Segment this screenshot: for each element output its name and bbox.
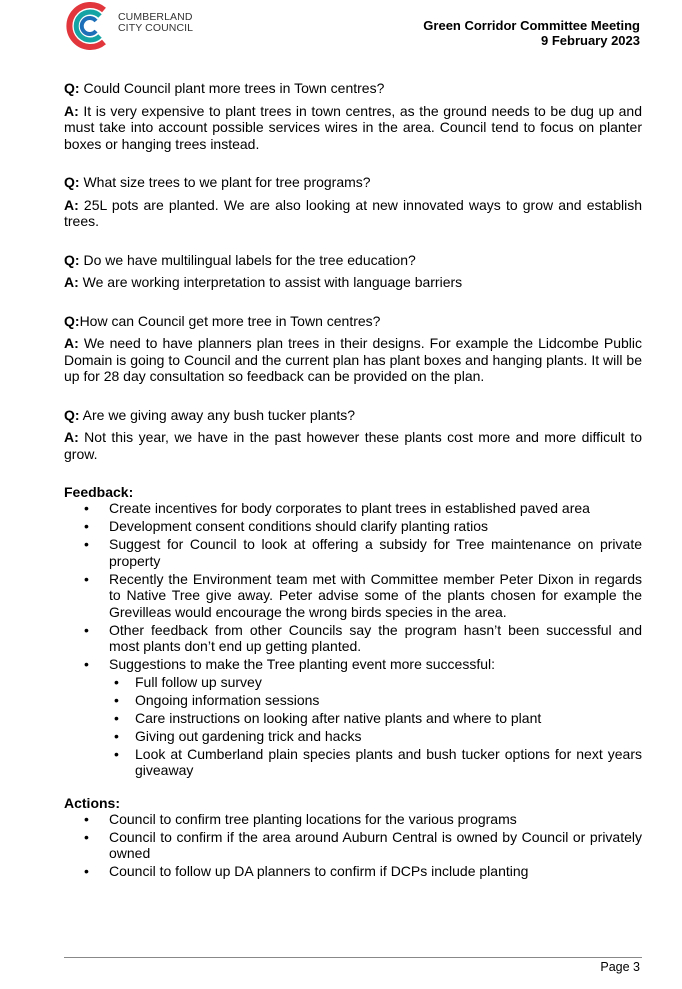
page-number: Page 3 [600,960,640,974]
question [64,407,642,424]
feedback-section [64,484,642,779]
answer-text: 25L pots are planted. We are also looking at new innovated ways to grow and establish trees. [64,196,642,229]
answer-text: Not this year, we have in the past however these plants cost more and more difficult to grow. [64,429,642,462]
page-header [0,0,682,60]
meeting-info [423,18,640,48]
actions-list [64,811,642,880]
actions-heading: Actions: [64,794,120,811]
a-label: A: [64,102,79,119]
question-text: What size trees to we plant for tree programs? [79,174,371,190]
sub-list-item-text: Giving out gardening trick and hacks [135,727,362,744]
council-logo [64,0,204,52]
qa-block [64,407,642,463]
question [64,313,642,330]
footer-divider [64,957,642,958]
question [64,80,642,97]
sub-list-item [109,746,642,779]
answer [64,197,642,230]
sub-list-item-text: Ongoing information sessions [135,691,320,708]
sub-list-item [109,674,642,691]
list-item-text: Council to follow up DA planners to confirm if DCPs include planting [109,863,529,879]
sub-list-item [109,692,642,709]
logo-line-2: CITY COUNCIL [118,22,194,34]
suggestions-sublist [109,674,642,779]
feedback-heading: Feedback: [64,484,134,500]
qa-block [64,252,642,291]
q-label: Q: [64,80,80,96]
meeting-title: Green Corridor Committee Meeting [423,18,640,33]
document-body [64,80,642,881]
sub-list-item-text: Look at Cumberland plain species plants and bush tucker options for next years giveaway [135,745,642,778]
list-item [64,811,642,828]
qa-block [64,174,642,230]
answer [64,429,642,462]
q-label: Q: [64,312,80,329]
list-item-text: Development consent conditions should clarify planting ratios [109,518,488,534]
logo-line-1: CUMBERLAND [118,11,193,23]
answer-text: We need to have planners plan trees in their designs. For example the Lidcombe Public Domain is going to Council and the current plan has plant boxes and hanging plants. It will be up for 28 day consultation so feedback can be provided on the plan. [64,335,642,384]
logo-wordmark [118,12,193,34]
a-label: A: [64,274,79,290]
q-label: Q: [64,251,80,268]
a-label: A: [64,429,79,445]
sub-list-item [109,728,642,745]
list-item [64,571,642,621]
q-label: Q: [64,406,80,423]
a-label: A: [64,335,79,351]
list-item-text: Other feedback from other Councils say the program hasn’t been successful and most plants don’t end up getting planted. [109,621,642,654]
list-item-text: Council to confirm if the area around Auburn Central is owned by Council or privately owned [109,828,642,861]
list-item [64,518,642,535]
list-item [64,622,642,655]
list-item [64,500,642,517]
sub-list-item-text: Full follow up survey [135,673,262,690]
actions-section [64,795,642,880]
question [64,252,642,269]
list-item-text: Council to confirm tree planting locations for the various programs [109,810,517,827]
question-text: How can Council get more tree in Town centres? [79,312,381,329]
question-text: Are we giving away any bush tucker plants? [79,406,356,423]
qa-block [64,313,642,385]
list-item-text: Suggestions to make the Tree planting event more successful: [109,656,495,672]
list-item [64,656,642,779]
answer-text: We are working interpretation to assist with language barriers [78,274,463,290]
qa-block [64,80,642,152]
list-item-text: Recently the Environment team met with Committee member Peter Dixon in regards to Native Tree give away. Peter advise some of the plants chosen for example the Grevilleas would encourage the wrong birds species in the area. [109,570,642,620]
question [64,174,642,191]
q-label: Q: [64,174,80,190]
list-item [64,536,642,569]
sub-list-item-text: Care instructions on looking after native plants and where to plant [135,709,542,726]
question-text: Do we have multilingual labels for the tree education? [79,251,416,268]
sub-list-item [109,710,642,727]
list-item [64,829,642,862]
feedback-list [64,500,642,779]
question-text: Could Council plant more trees in Town centres? [79,80,385,96]
a-label: A: [64,196,79,213]
list-item-text: Create incentives for body corporates to plant trees in established paved area [109,500,590,516]
answer [64,274,642,291]
answer [64,103,642,153]
answer [64,335,642,385]
list-item-text: Suggest for Council to look at offering a subsidy for Tree maintenance on private property [109,536,642,569]
answer-text: It is very expensive to plant trees in town centres, as the ground needs to be dug up and must take into account possible services wires in the area. Council tend to focus on planter boxes or hanging trees instead. [64,102,642,152]
logo-c-icon [64,0,114,52]
list-item [64,863,642,880]
meeting-date: 9 February 2023 [540,33,640,48]
